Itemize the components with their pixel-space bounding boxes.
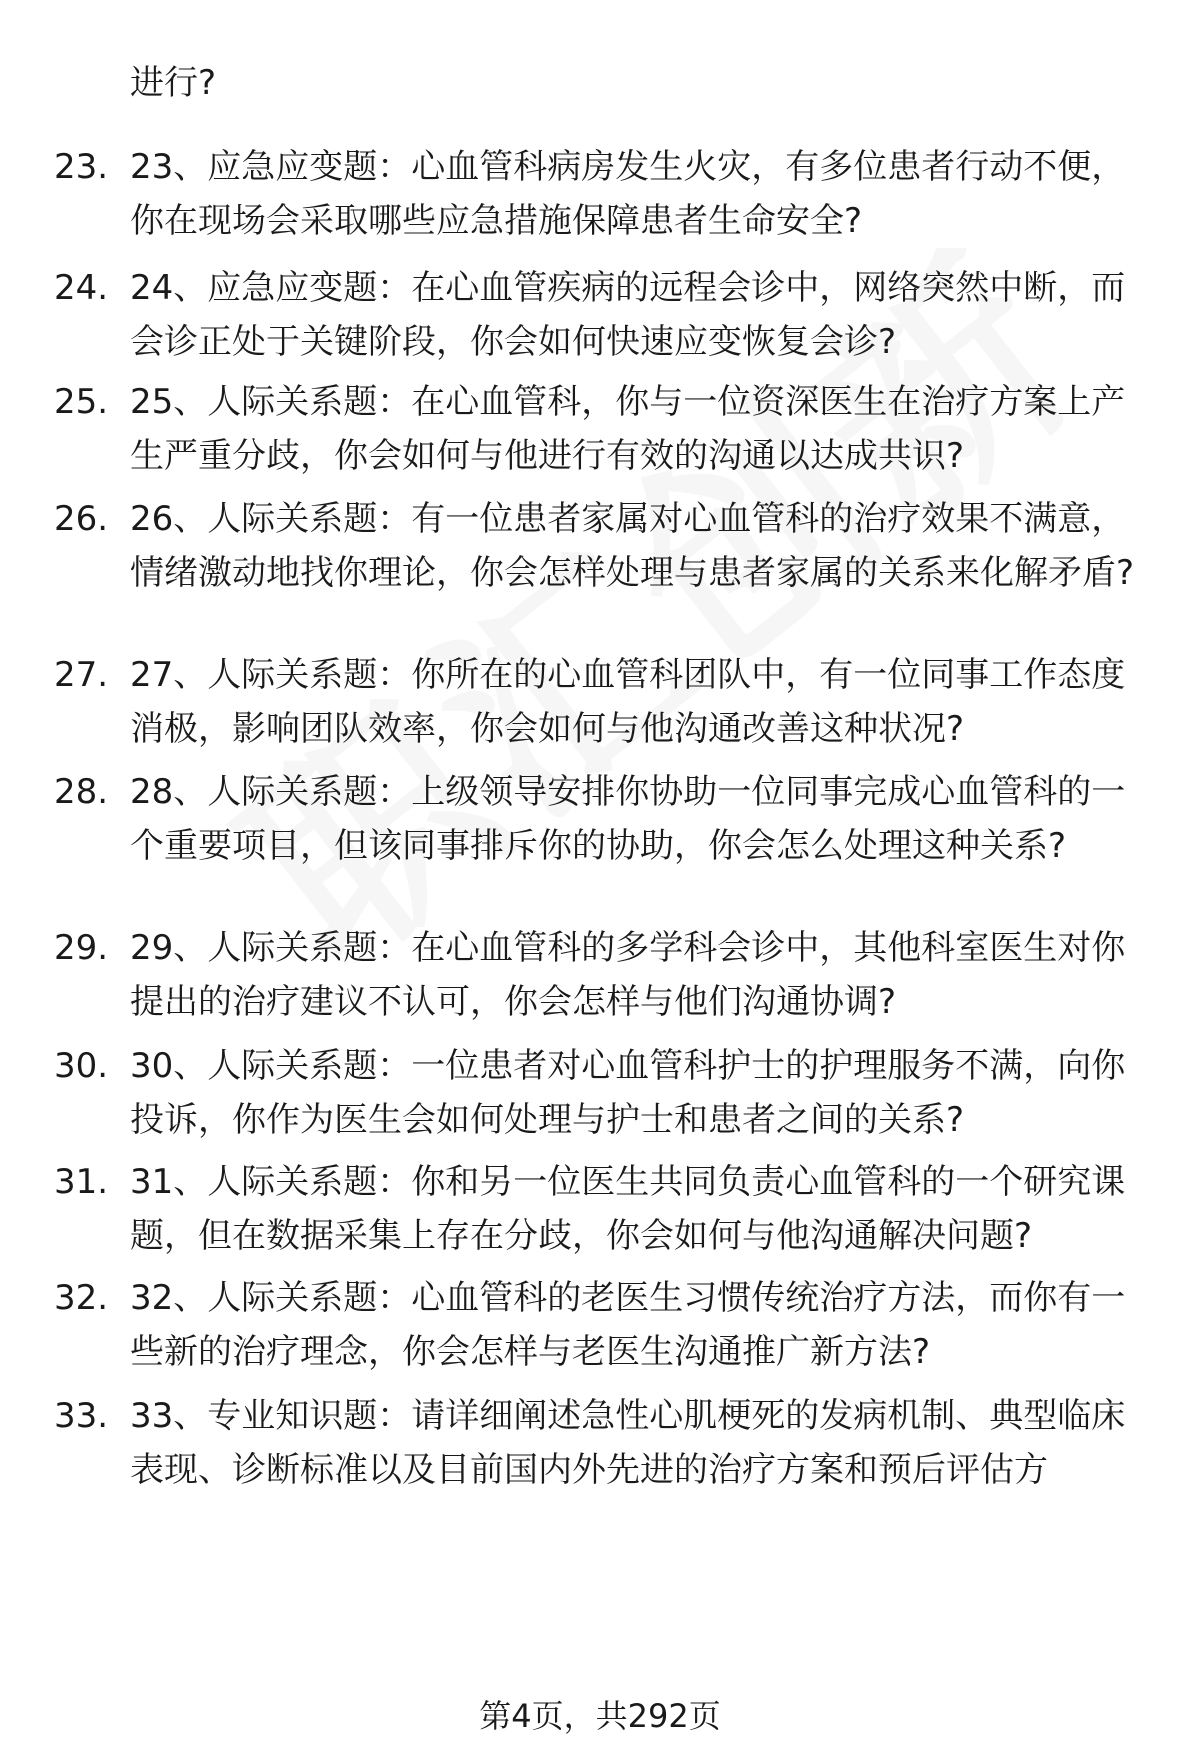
question-text: 23、应急应变题：心血管科病房发生火灾，有多位患者行动不便，你在现场会采取哪些应急措施保障患者生命安全? [130, 147, 1126, 241]
question-item [0, 765, 1200, 873]
question-number: 32. [54, 1278, 109, 1318]
question-number: 28. [54, 772, 109, 812]
continued-text: 进行? [130, 63, 217, 103]
question-text: 33、专业知识题：请详细阐述急性心肌梗死的发病机制、典型临床表现、诊断标准以及目前国内外先进的治疗方案和预后评估方 [130, 1396, 1126, 1490]
question-text: 24、应急应变题：在心血管疾病的远程会诊中，网络突然中断，而会诊正处于关键阶段，你会如何快速应变恢复会诊? [130, 268, 1126, 362]
question-item [0, 1389, 1200, 1497]
question-number: 31. [54, 1162, 109, 1202]
question-number: 27. [54, 655, 109, 695]
question-number: 30. [54, 1046, 109, 1086]
question-item [0, 261, 1200, 369]
question-text: 28、人际关系题：上级领导安排你协助一位同事完成心血管科的一个重要项目，但该同事排斥你的协助，你会怎么处理这种关系? [130, 772, 1126, 866]
page-footer: 第4页，共292页 [479, 1697, 721, 1735]
question-item [0, 1039, 1200, 1147]
question-number: 25. [54, 382, 109, 422]
question-item [0, 648, 1200, 756]
question-number: 26. [54, 499, 109, 539]
question-number: 29. [54, 928, 109, 968]
question-item [0, 1271, 1200, 1379]
question-text: 32、人际关系题：心血管科的老医生习惯传统治疗方法，而你有一些新的治疗理念，你会怎样与老医生沟通推广新方法? [130, 1278, 1126, 1372]
question-item [0, 375, 1200, 483]
question-text: 25、人际关系题：在心血管科，你与一位资深医生在治疗方案上产生严重分歧，你会如何与他进行有效的沟通以达成共识? [130, 382, 1126, 476]
question-text: 27、人际关系题：你所在的心血管科团队中，有一位同事工作态度消极，影响团队效率，你会如何与他沟通改善这种状况? [130, 655, 1126, 749]
question-text: 26、人际关系题：有一位患者家属对心血管科的治疗效果不满意，情绪激动地找你理论，你会怎样处理与患者家属的关系来化解矛盾? [130, 499, 1135, 593]
question-text: 30、人际关系题：一位患者对心血管科护士的护理服务不满，向你投诉，你作为医生会如何处理与护士和患者之间的关系? [130, 1046, 1126, 1140]
question-item [0, 492, 1200, 600]
question-item [0, 921, 1200, 1029]
question-item [0, 1155, 1200, 1263]
question-number: 23. [54, 147, 109, 187]
question-item [0, 140, 1200, 248]
question-number: 24. [54, 268, 109, 308]
question-text: 29、人际关系题：在心血管科的多学科会诊中，其他科室医生对你提出的治疗建议不认可，你会怎样与他们沟通协调? [130, 928, 1126, 1022]
question-number: 33. [54, 1396, 109, 1436]
question-text: 31、人际关系题：你和另一位医生共同负责心血管科的一个研究课题，但在数据采集上存在分歧，你会如何与他沟通解决问题? [130, 1162, 1126, 1256]
